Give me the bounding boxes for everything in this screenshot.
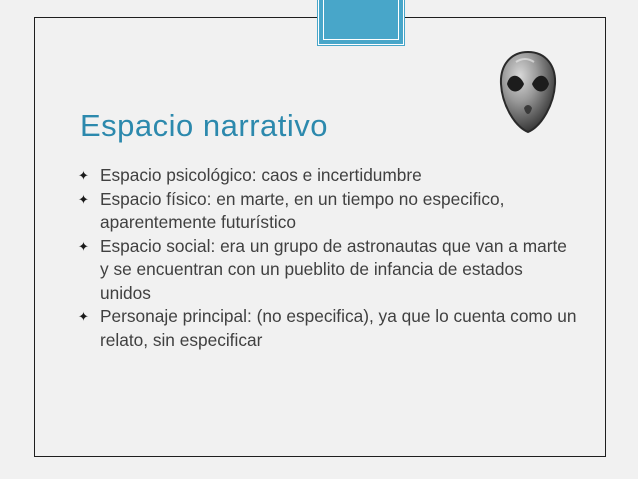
bullet-marker-icon: ✦ bbox=[78, 238, 89, 254]
bullet-text: Personaje principal: (no especifica), ya que lo cuenta como un relato, sin especificar bbox=[100, 306, 577, 350]
bullet-marker-icon: ✦ bbox=[78, 168, 89, 183]
accent-tab bbox=[318, 0, 404, 45]
bullet-text: Espacio psicológico: caos e incertidumbre bbox=[100, 165, 422, 185]
accent-tab-inner bbox=[323, 0, 399, 40]
bullet-item bbox=[78, 305, 578, 352]
bullet-text: Espacio social: era un grupo de astronautas que van a marte y se encuentran con un pueblito de infancia de estados unidos bbox=[100, 235, 567, 303]
slide-title: Espacio narrativo bbox=[80, 108, 329, 143]
alien-mask-icon bbox=[498, 50, 558, 134]
bullet-item bbox=[78, 188, 578, 235]
bullet-marker-icon: ✦ bbox=[78, 309, 89, 324]
bullet-marker-icon: ✦ bbox=[78, 191, 89, 207]
bullet-text: Espacio físico: en marte, en un tiempo no especifico, aparentemente futurístico bbox=[100, 188, 505, 232]
bullet-item bbox=[78, 235, 578, 306]
bullet-list bbox=[78, 164, 578, 352]
bullet-item bbox=[78, 164, 578, 188]
